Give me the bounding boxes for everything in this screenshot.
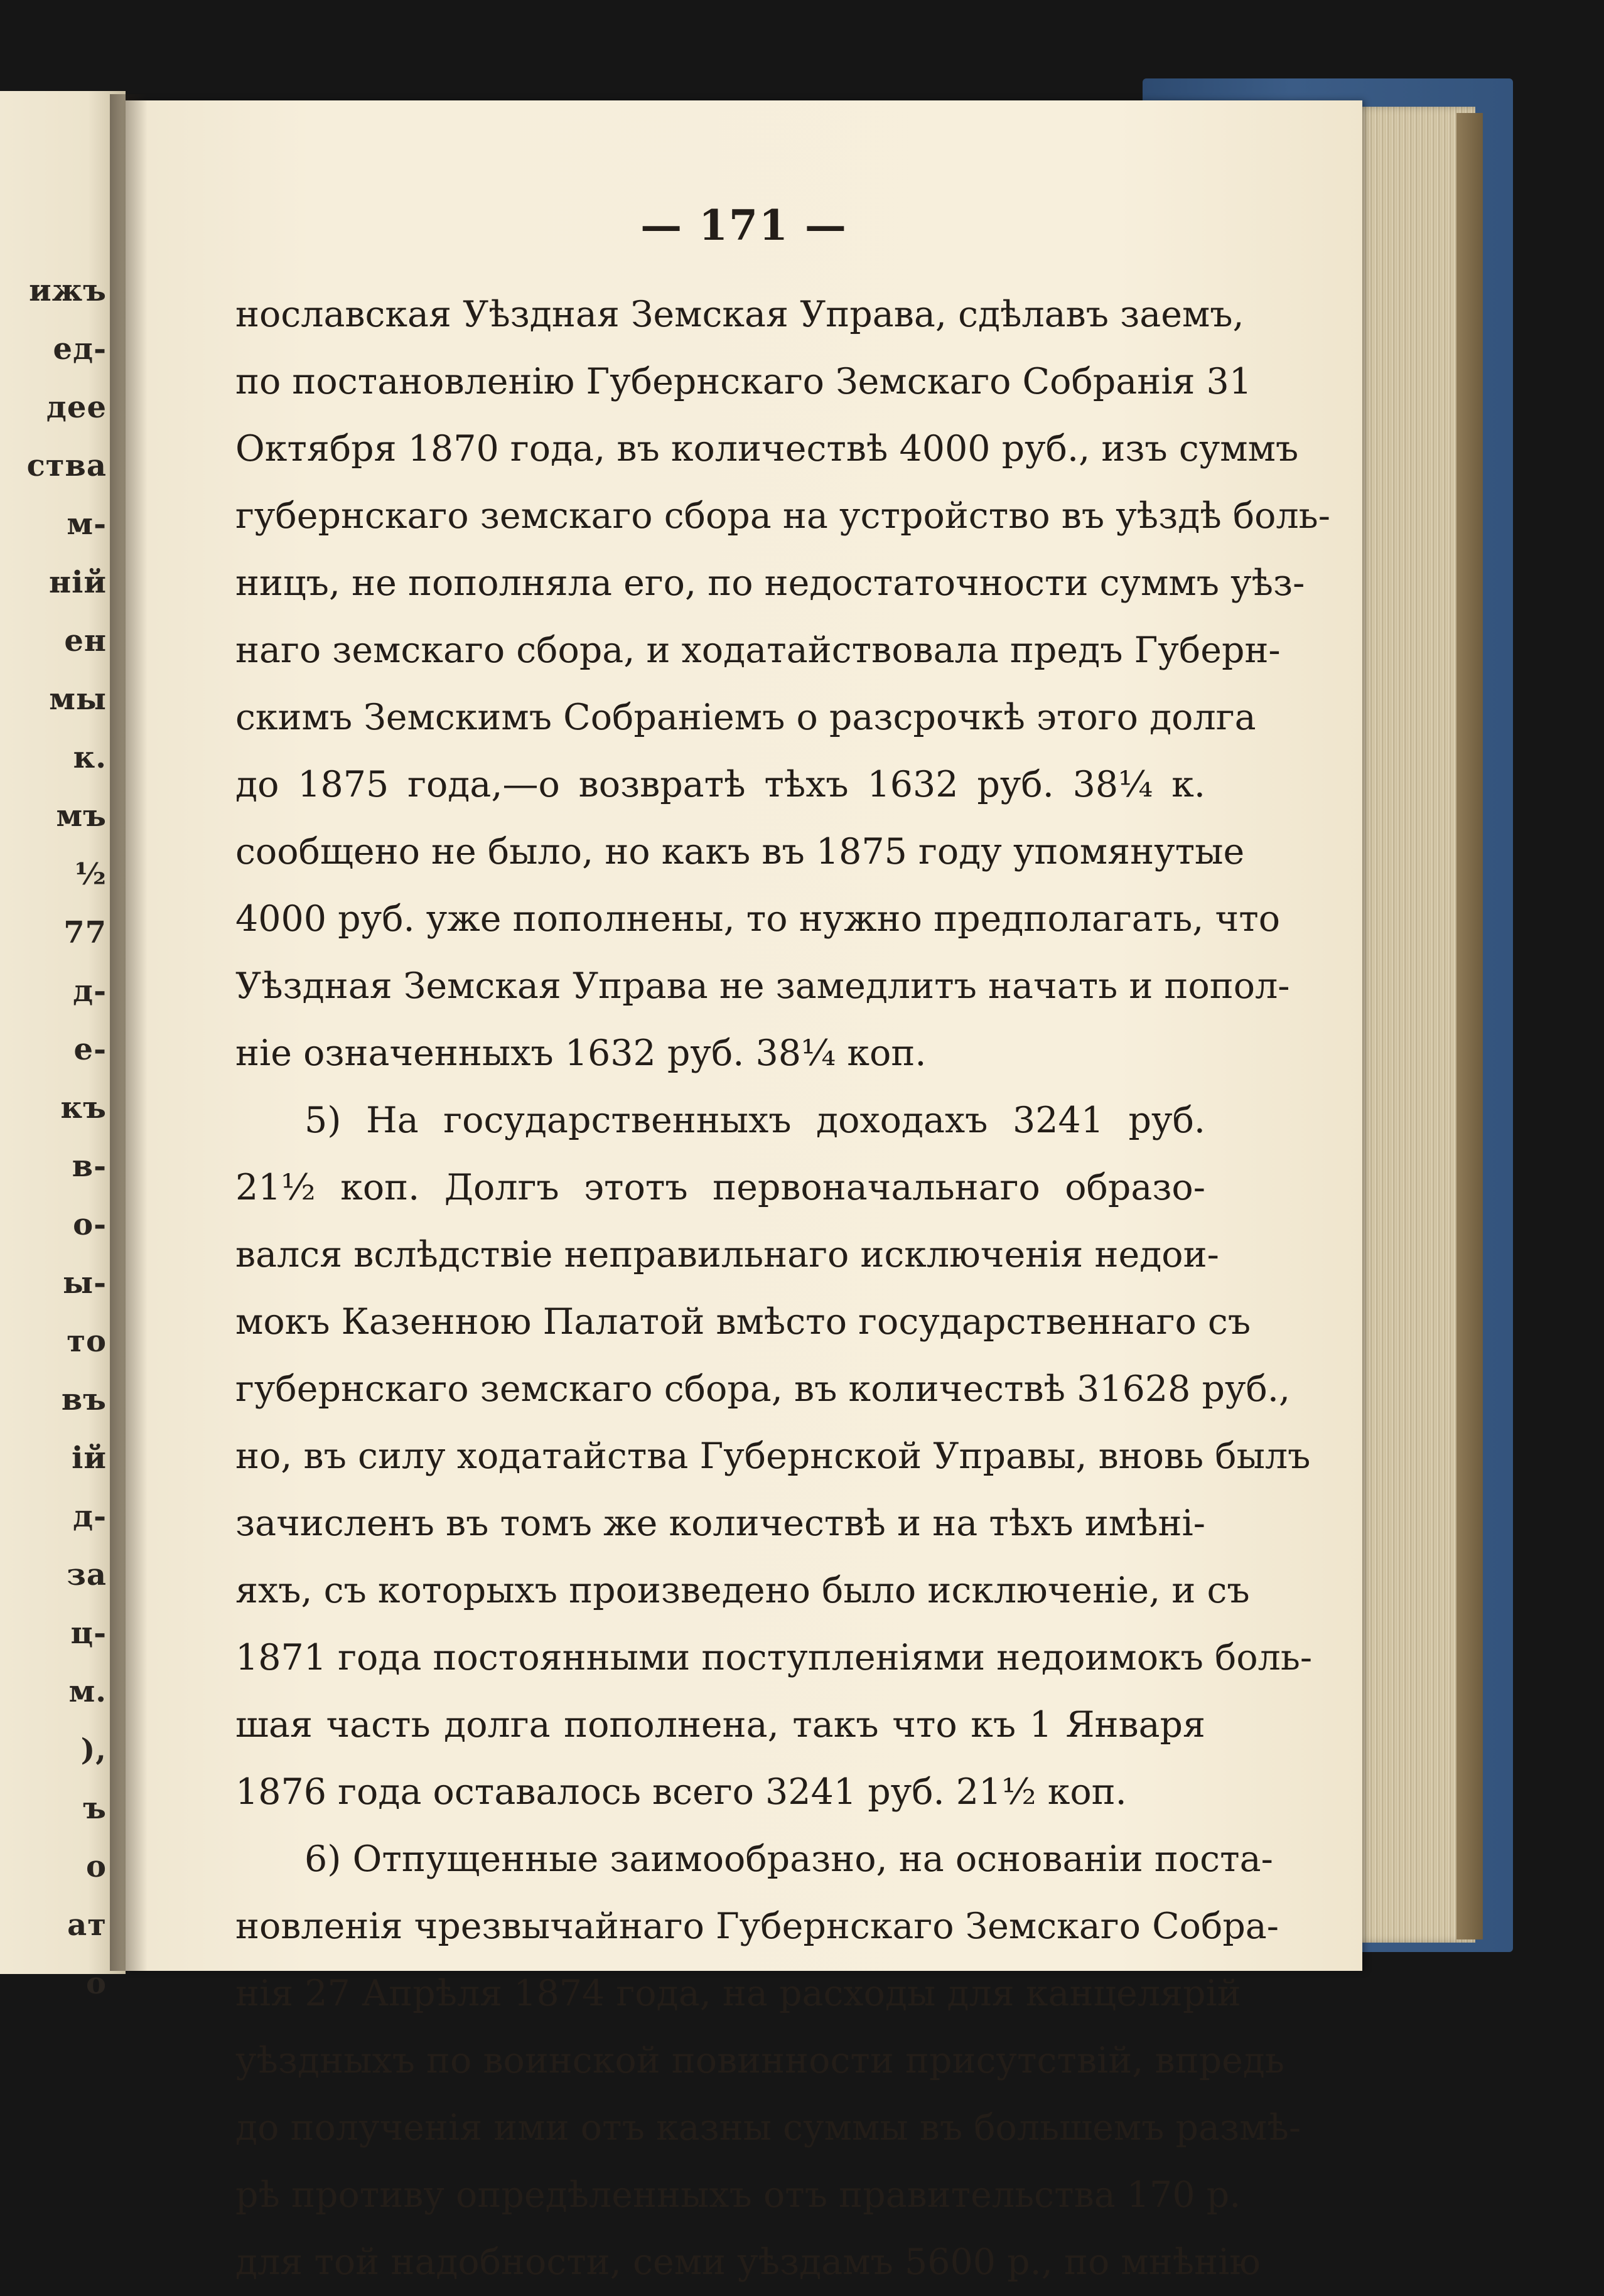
text-line: 5) На государственныхъ доходахъ 3241 руб. bbox=[304, 1100, 1205, 1141]
text-line: но, въ силу ходатайства Губернской Управы, вновь былъ bbox=[235, 1435, 1311, 1477]
left-page-fragment: мы bbox=[49, 682, 107, 717]
text-line: новленія чрезвычайнаго Губернскаго Земскаго Собра- bbox=[235, 1906, 1279, 1947]
gutter-shadow bbox=[110, 94, 148, 1971]
text-line: Октября 1870 года, въ количествѣ 4000 руб., изъ суммъ bbox=[235, 428, 1299, 469]
left-page-fragment: ній bbox=[49, 565, 107, 600]
left-page-fragment: ъ bbox=[83, 1791, 107, 1826]
left-page-fragment: 77 bbox=[63, 915, 107, 950]
text-line: зачисленъ въ томъ же количествѣ и на тѣхъ имѣні- bbox=[235, 1503, 1205, 1544]
left-page bbox=[0, 91, 126, 2001]
text-line: скимъ Земскимъ Собраніемъ о разсрочкѣ этого долга bbox=[235, 697, 1256, 738]
text-line: наго земскаго сбора, и ходатайствовала предъ Губерн- bbox=[235, 630, 1281, 671]
left-page-fragment: ижъ bbox=[29, 273, 107, 308]
left-page-fragment: за bbox=[67, 1557, 107, 1592]
left-page-fragment: в- bbox=[72, 1149, 107, 1184]
text-line: для той надобности, семи уѣздамъ 5600 р., по мнѣнію bbox=[235, 2241, 1261, 2283]
left-page-fragment: д- bbox=[73, 974, 107, 1009]
left-page-fragment: къ bbox=[60, 1090, 107, 1125]
left-page-fragment: ед- bbox=[53, 331, 107, 367]
text-line: губернскаго земскаго сбора, въ количествѣ 31628 руб., bbox=[235, 1368, 1291, 1410]
left-page-fragment: ½ bbox=[74, 857, 107, 892]
text-line: нія 27 Апрѣля 1874 года, на расходы для канцелярій bbox=[235, 1973, 1241, 2014]
text-line: ніе означенныхъ 1632 руб. 38¼ коп. bbox=[235, 1033, 927, 1074]
text-line: рѣ противу опредѣленныхъ отъ правительства 170 р. bbox=[235, 2174, 1241, 2216]
page-body-text bbox=[235, 281, 1330, 2296]
text-line: мокъ Казенною Палатой вмѣсто государственнаго съ bbox=[235, 1301, 1251, 1343]
page-edges-shadow bbox=[1456, 113, 1483, 1939]
left-page-fragment: е- bbox=[73, 1032, 107, 1067]
left-page-fragment: м. bbox=[68, 1674, 107, 1709]
left-page-fragment: въ bbox=[61, 1382, 107, 1417]
text-line: губернскаго земскаго сбора на устройство въ уѣздѣ боль- bbox=[235, 495, 1330, 537]
left-page-fragment: дее bbox=[46, 390, 107, 425]
right-page bbox=[126, 100, 1362, 2283]
left-page-fragment: ства bbox=[26, 448, 107, 483]
text-line: 1871 года постоянными поступленіями недоимокъ боль- bbox=[235, 1637, 1313, 1678]
text-line: по постановленію Губернскаго Земскаго Собранія 31 bbox=[235, 361, 1252, 402]
left-page-fragment: о- bbox=[73, 1207, 107, 1242]
left-page-fragment: ы- bbox=[62, 1265, 107, 1301]
left-page-fragment: ц- bbox=[70, 1616, 107, 1651]
text-line: 1876 года оставалось всего 3241 руб. 21½ коп. bbox=[235, 1771, 1127, 1813]
text-line: нославская Уѣздная Земская Управа, сдѣлавъ заемъ, bbox=[235, 294, 1244, 335]
text-line: шая часть долга пополнена, такъ что къ 1 Января bbox=[235, 1704, 1205, 1746]
left-page-fragment: д- bbox=[73, 1499, 107, 1534]
text-line: Уѣздная Земская Управа не замедлитъ начать и попол- bbox=[235, 965, 1290, 1007]
left-page-fragment: мъ bbox=[56, 798, 107, 834]
left-page-fragment: о bbox=[85, 1849, 107, 1884]
text-line: до полученія ими отъ казны суммы въ большемъ размѣ- bbox=[235, 2107, 1301, 2148]
text-line: ницъ, не пополняла его, по недостаточности суммъ уѣз- bbox=[235, 562, 1305, 604]
left-page-fragment: ен bbox=[64, 623, 107, 658]
text-line: яхъ, съ которыхъ произведено было исключеніе, и съ bbox=[235, 1570, 1250, 1611]
left-page-fragment: о bbox=[85, 1966, 107, 2001]
left-page-fragment: ій bbox=[72, 1440, 107, 1476]
text-line: 21½ коп. Долгъ этотъ первоначальнаго образо- bbox=[235, 1167, 1205, 1208]
text-line: вался вслѣдствіе неправильнаго исключенія недои- bbox=[235, 1234, 1219, 1275]
text-line: уѣздныхъ по воинской повинности присутствій, впредь bbox=[235, 2040, 1284, 2081]
text-line: до 1875 года,—о возвратѣ тѣхъ 1632 руб. 38¼ к. bbox=[235, 764, 1205, 805]
left-page-fragment: ат bbox=[67, 1907, 107, 1943]
left-page-fragment: ), bbox=[80, 1732, 107, 1768]
page-number: — 171 — bbox=[640, 201, 848, 250]
text-line: 4000 руб. уже пополнены, то нужно предполагать, что bbox=[235, 898, 1281, 940]
left-page-fragment: то bbox=[67, 1324, 107, 1359]
left-page-fragment: к. bbox=[73, 740, 107, 775]
left-page-fragment: м- bbox=[67, 507, 107, 542]
text-line: 6) Отпущенные заимообразно, на основаніи поста- bbox=[304, 1838, 1273, 1880]
text-line: сообщено не было, но какъ въ 1875 году упомянутые bbox=[235, 831, 1245, 872]
